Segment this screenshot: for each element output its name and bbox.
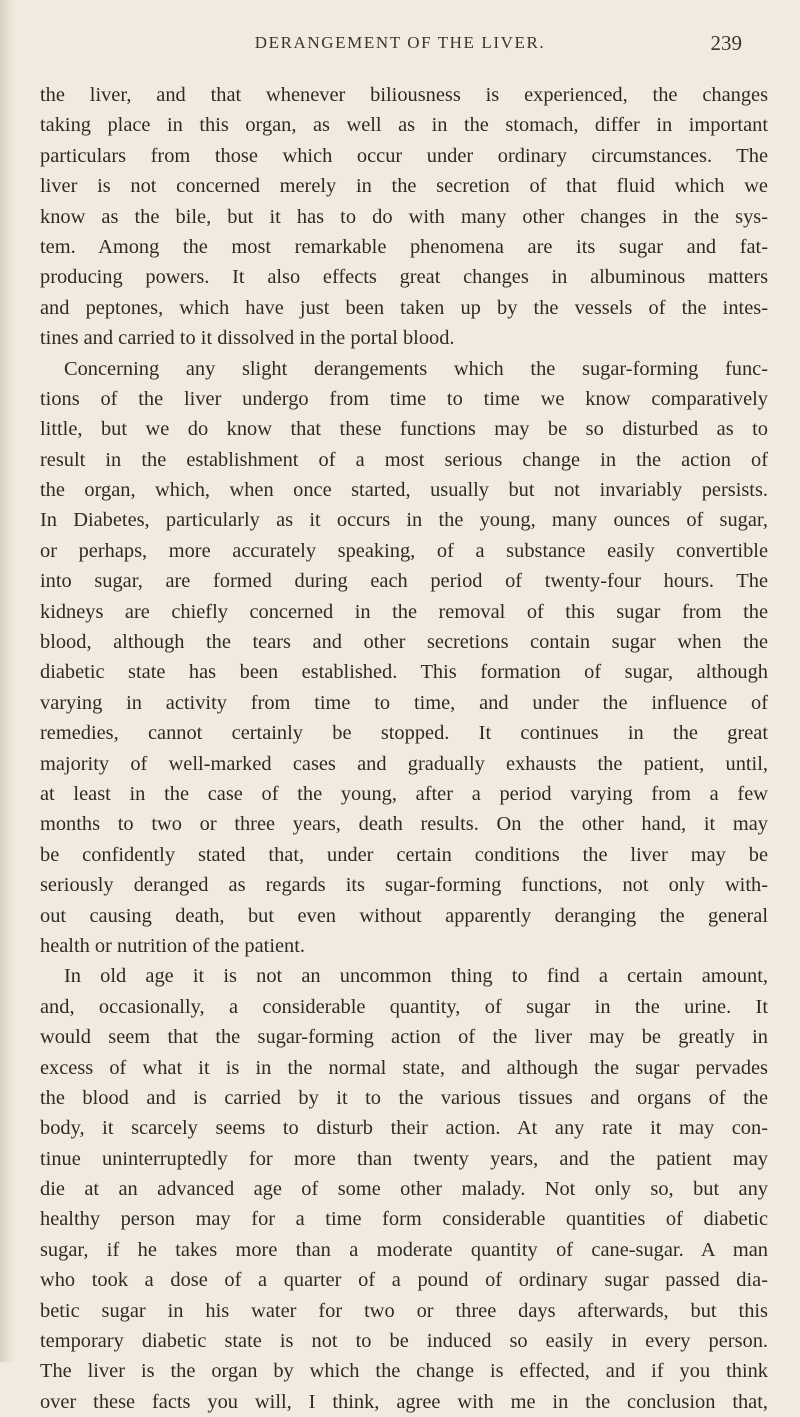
text-line: little, but we do know that these functions may be so disturbed as to <box>40 418 768 441</box>
text-line: out causing death, but even without apparently deranging the general <box>40 904 768 927</box>
text-line: In old age it is not an uncommon thing to find a certain amount, <box>64 965 768 988</box>
text-line: liver is not concerned merely in the secretion of that fluid which we <box>40 175 768 198</box>
text-line: be confidently stated that, under certain conditions the liver may be <box>40 843 768 866</box>
text-line: majority of well-marked cases and gradually exhausts the patient, until, <box>40 752 768 775</box>
text-line: over these facts you will, I think, agree with me in the conclusion that, <box>40 1390 768 1413</box>
text-line: or perhaps, more accurately speaking, of a substance easily convertible <box>40 539 768 562</box>
text-line: varying in activity from time to time, and under the influence of <box>40 691 768 714</box>
text-line: blood, although the tears and other secretions contain sugar when the <box>40 631 768 654</box>
text-line: diabetic state has been established. This formation of sugar, although <box>40 661 768 684</box>
text-line: remedies, cannot certainly be stopped. It continues in the great <box>40 722 768 745</box>
text-line: tem. Among the most remarkable phenomena are its sugar and fat- <box>40 235 768 258</box>
text-line: tinue uninterruptedly for more than twenty years, and the patient may <box>40 1147 768 1170</box>
text-line: seriously deranged as regards its sugar-forming functions, not only with- <box>40 874 768 897</box>
text-line: taking place in this organ, as well as in the stomach, differ in important <box>40 114 768 137</box>
text-line: health or nutrition of the patient. <box>40 934 306 957</box>
running-head <box>0 33 800 59</box>
text-line: the liver, and that whenever biliousness is experienced, the changes <box>40 84 768 106</box>
body-text <box>40 80 768 1417</box>
text-line: the organ, which, when once started, usually but not invariably persists. <box>40 479 768 502</box>
text-line: kidneys are chiefly concerned in the removal of this sugar from the <box>40 600 768 623</box>
text-line: the blood and is carried by it to the various tissues and organs of the <box>40 1086 768 1109</box>
text-line: temporary diabetic state is not to be induced so easily in every person. <box>40 1330 768 1353</box>
text-line: would seem that the sugar-forming action of the liver may be greatly in <box>40 1026 768 1049</box>
text-line: excess of what it is in the normal state, and although the sugar pervades <box>40 1056 768 1079</box>
text-line: months to two or three years, death results. On the other hand, it may <box>40 813 768 836</box>
text-line: at least in the case of the young, after a period varying from a few <box>40 782 768 805</box>
text-line: tines and carried to it dissolved in the portal blood. <box>40 327 455 350</box>
text-line: Concerning any slight derangements which the sugar-forming func- <box>64 357 768 380</box>
text-line: tions of the liver undergo from time to time we know comparatively <box>40 387 768 410</box>
text-line: In Diabetes, particularly as it occurs in the young, many ounces of sugar, <box>40 509 768 532</box>
page-number: 239 <box>710 31 742 55</box>
text-line: producing powers. It also effects great changes in albuminous matters <box>40 266 768 289</box>
text-line: who took a dose of a quarter of a pound of ordinary sugar passed dia- <box>40 1269 768 1292</box>
text-line: into sugar, are formed during each period of twenty-four hours. The <box>40 570 768 593</box>
text-line: sugar, if he takes more than a moderate quantity of cane-sugar. A man <box>40 1238 768 1261</box>
text-line: particulars from those which occur under ordinary circumstances. The <box>40 144 768 167</box>
text-line: know as the bile, but it has to do with many other changes in the sys- <box>40 205 768 228</box>
text-line: die at an advanced age of some other malady. Not only so, but any <box>40 1178 768 1201</box>
text-line: healthy person may for a time form considerable quantities of diabetic <box>40 1208 768 1231</box>
text-line: and, occasionally, a considerable quantity, of sugar in the urine. It <box>40 995 768 1018</box>
text-line: and peptones, which have just been taken up by the vessels of the intes- <box>40 296 768 319</box>
text-line: betic sugar in his water for two or three days afterwards, but this <box>40 1299 768 1322</box>
running-title: DERANGEMENT OF THE LIVER. <box>254 33 546 52</box>
text-line: body, it scarcely seems to disturb their action. At any rate it may con- <box>40 1117 768 1140</box>
text-line: result in the establishment of a most serious change in the action of <box>40 448 768 471</box>
text-line: The liver is the organ by which the change is effected, and if you think <box>40 1360 768 1383</box>
